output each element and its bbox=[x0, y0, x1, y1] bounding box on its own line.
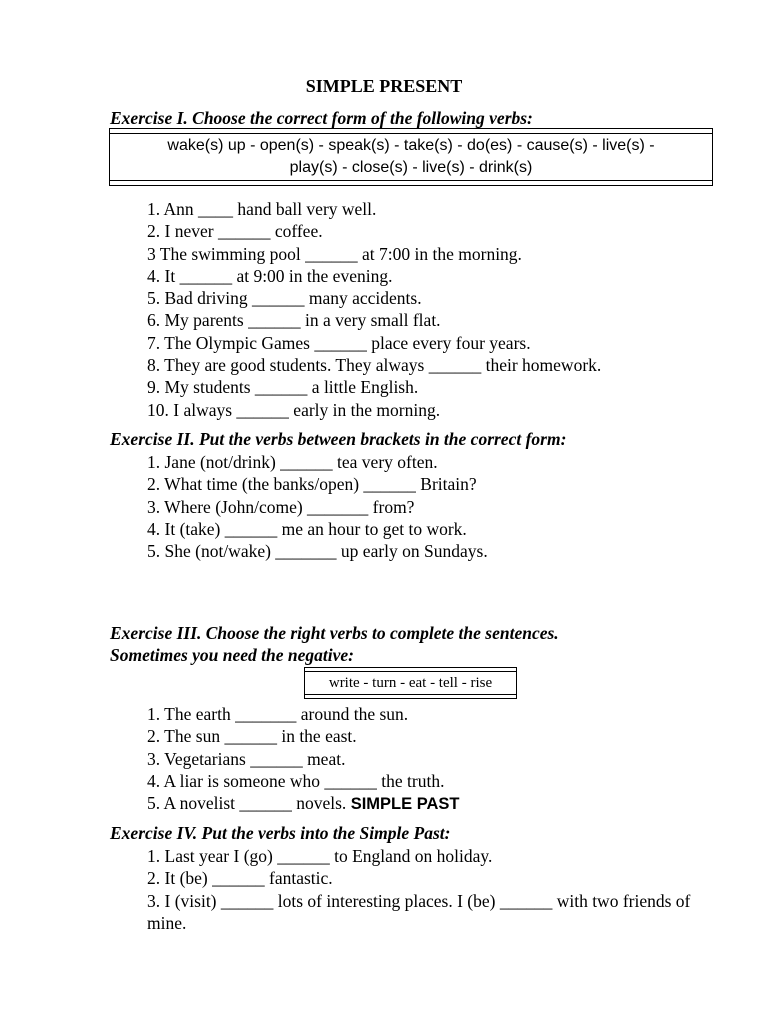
list-item bbox=[147, 792, 459, 814]
list-item: 7. The Olympic Games ______ place every four years. bbox=[147, 332, 531, 353]
verb-box-line-1: wake(s) up - open(s) - speak(s) - take(s) - do(es) - cause(s) - live(s) - bbox=[167, 137, 655, 154]
exercise-1-verb-box bbox=[109, 128, 713, 186]
exercise-2-heading: Exercise II. Put the verbs between brackets in the correct form: bbox=[110, 429, 567, 449]
list-item: 1. Last year I (go) ______ to England on holiday. bbox=[147, 846, 493, 866]
list-item: 2. The sun ______ in the east. bbox=[147, 726, 357, 747]
exercise-4-heading: Exercise IV. Put the verbs into the Simple Past: bbox=[110, 823, 451, 843]
list-item: 5. She (not/wake) _______ up early on Sundays. bbox=[147, 541, 488, 562]
page-title: SIMPLE PRESENT bbox=[305, 76, 463, 96]
list-item: 10. I always ______ early in the morning. bbox=[147, 399, 441, 420]
exercise-1-heading: Exercise I. Choose the correct form of the following verbs: bbox=[110, 108, 533, 128]
list-item: 4. It (take) ______ me an hour to get to work. bbox=[147, 518, 467, 539]
exercise-3-heading-line-2: Sometimes you need the negative: bbox=[110, 645, 354, 665]
list-item: 5. Bad driving ______ many accidents. bbox=[147, 288, 422, 309]
list-item: 2. What time (the banks/open) ______ Britain? bbox=[147, 474, 477, 495]
list-item: 6. My parents ______ in a very small flat. bbox=[147, 310, 441, 331]
list-item: 8. They are good students. They always ______ their homework. bbox=[147, 355, 602, 376]
list-item: 4. A liar is someone who ______ the truth. bbox=[147, 770, 445, 791]
list-item: 2. It (be) ______ fantastic. bbox=[147, 868, 333, 889]
list-item: 3 The swimming pool ______ at 7:00 in the morning. bbox=[147, 243, 522, 264]
list-item: 1. Ann ____ hand ball very well. bbox=[147, 199, 377, 219]
exercise-3-verb-box bbox=[304, 667, 517, 699]
list-item: 3. Where (John/come) _______ from? bbox=[147, 496, 415, 517]
list-item: 3. Vegetarians ______ meat. bbox=[147, 748, 346, 769]
exercise-3-list bbox=[147, 703, 459, 814]
verb-box-line-2: play(s) - close(s) - live(s) - drink(s) bbox=[289, 159, 533, 176]
exercise-3-heading-line-1: Exercise III. Choose the right verbs to complete the sentences. bbox=[110, 623, 559, 643]
list-item: 9. My students ______ a little English. bbox=[147, 377, 419, 398]
exercise-2-list bbox=[147, 451, 488, 562]
exercise-4-list bbox=[147, 845, 717, 934]
list-item: 2. I never ______ coffee. bbox=[147, 221, 323, 242]
verb-box-text: write - turn - eat - tell - rise bbox=[305, 671, 516, 695]
list-item: 1. Jane (not/drink) ______ tea very often. bbox=[147, 452, 438, 472]
exercise-1-list bbox=[147, 198, 601, 421]
list-item: 1. The earth _______ around the sun. bbox=[147, 704, 409, 724]
list-item: 4. It ______ at 9:00 in the evening. bbox=[147, 265, 393, 286]
list-item: 3. I (visit) ______ lots of interesting places. I (be) ______ with two friends of mine. bbox=[147, 890, 691, 933]
simple-past-section-label: SIMPLE PAST bbox=[350, 795, 460, 814]
list-item-text: 5. A novelist ______ novels. bbox=[147, 793, 347, 814]
